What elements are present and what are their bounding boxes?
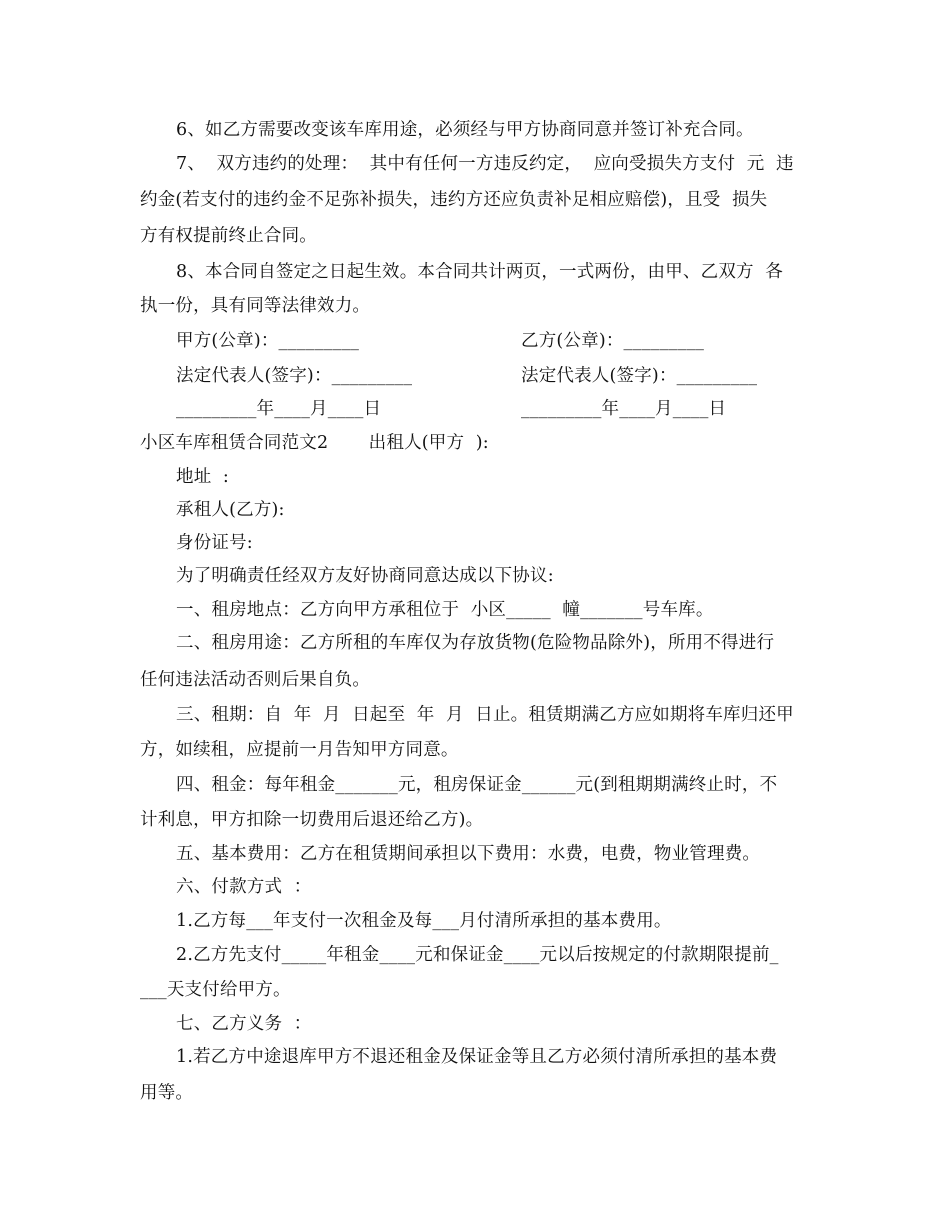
address-field: 地址 : — [176, 467, 230, 487]
clause-6: 6、如乙方需要改变该车库用途，必须经与甲方协商同意并签订补充合同。 — [176, 120, 754, 140]
clause-7-line-1: 7、 双方违约的处理： 其中有任何一方违反约定， 应向受损失方支付 元 违 — [176, 154, 794, 174]
lessee-field: 承租人(乙方): — [176, 500, 285, 520]
clause-7-line-2: 约金(若支付的违约金不足弥补损失，违约方还应负责补足相应赔偿)，且受 损失 — [140, 190, 768, 210]
payment-item-1: 1.乙方每___年支付一次租金及每___月付清所承担的基本费用。 — [176, 911, 672, 931]
agreement-intro: 为了明确责任经双方友好协商同意达成以下协议: — [176, 566, 554, 586]
obligation-item-1-line-1: 1.若乙方中途退库甲方不退还租金及保证金等且乙方必须付清所承担的基本费 — [176, 1047, 778, 1067]
clause-fees: 五、基本费用：乙方在租赁期间承担以下费用：水费，电费，物业管理费。 — [176, 844, 761, 864]
payment-item-2-line-1: 2.乙方先支付_____年租金____元和保证金____元以后按规定的付款期限提前_ — [176, 945, 779, 965]
party-b-representative: 法定代表人(签字)：_________ — [521, 366, 758, 386]
clause-use-line-1: 二、租房用途：乙方所租的车库仅为存放货物(危险物品除外)，所用不得进行 — [176, 633, 775, 653]
clause-8-line-2: 执一份，具有同等法律效力。 — [140, 296, 371, 316]
party-a-seal: 甲方(公章)：_________ — [176, 331, 360, 351]
clause-rent-line-1: 四、租金：每年租金_______元，租房保证金______元(到租期期满终止时，不 — [176, 775, 778, 795]
id-number-field: 身份证号: — [176, 533, 253, 553]
section-title: 小区车库租赁合同范文2 出租人(甲方 ): — [140, 433, 489, 453]
obligation-item-1-line-2: 用等。 — [140, 1083, 194, 1103]
clause-rent-line-2: 计利息，甲方扣除一切费用后退还给乙方)。 — [140, 810, 484, 830]
clause-term-line-1: 三、租期：自 年 月 日起至 年 月 日止。租赁期满乙方应如期将车库归还甲 — [176, 705, 794, 725]
clause-obligations-title: 七、乙方义务 ： — [176, 1014, 312, 1034]
party-a-representative: 法定代表人(签字)：_________ — [176, 366, 413, 386]
clause-term-line-2: 方，如续租，应提前一月告知甲方同意。 — [140, 740, 459, 760]
clause-8-line-1: 8、本合同自签定之日起生效。本合同共计两页，一式两份，由甲、乙双方 各 — [176, 262, 783, 282]
party-a-date: _________年____月____日 — [176, 399, 382, 419]
clause-payment-title: 六、付款方式 ： — [176, 877, 312, 897]
clause-use-line-2: 任何违法活动否则后果自负。 — [140, 670, 371, 690]
clause-7-line-3: 方有权提前终止合同。 — [140, 226, 317, 246]
payment-item-2-line-2: ___天支付给甲方。 — [140, 980, 291, 1000]
party-b-date: _________年____月____日 — [521, 399, 727, 419]
clause-location: 一、租房地点：乙方向甲方承租位于 小区_____ 幢_______号车库。 — [176, 600, 714, 620]
party-b-seal: 乙方(公章)：_________ — [521, 331, 705, 351]
